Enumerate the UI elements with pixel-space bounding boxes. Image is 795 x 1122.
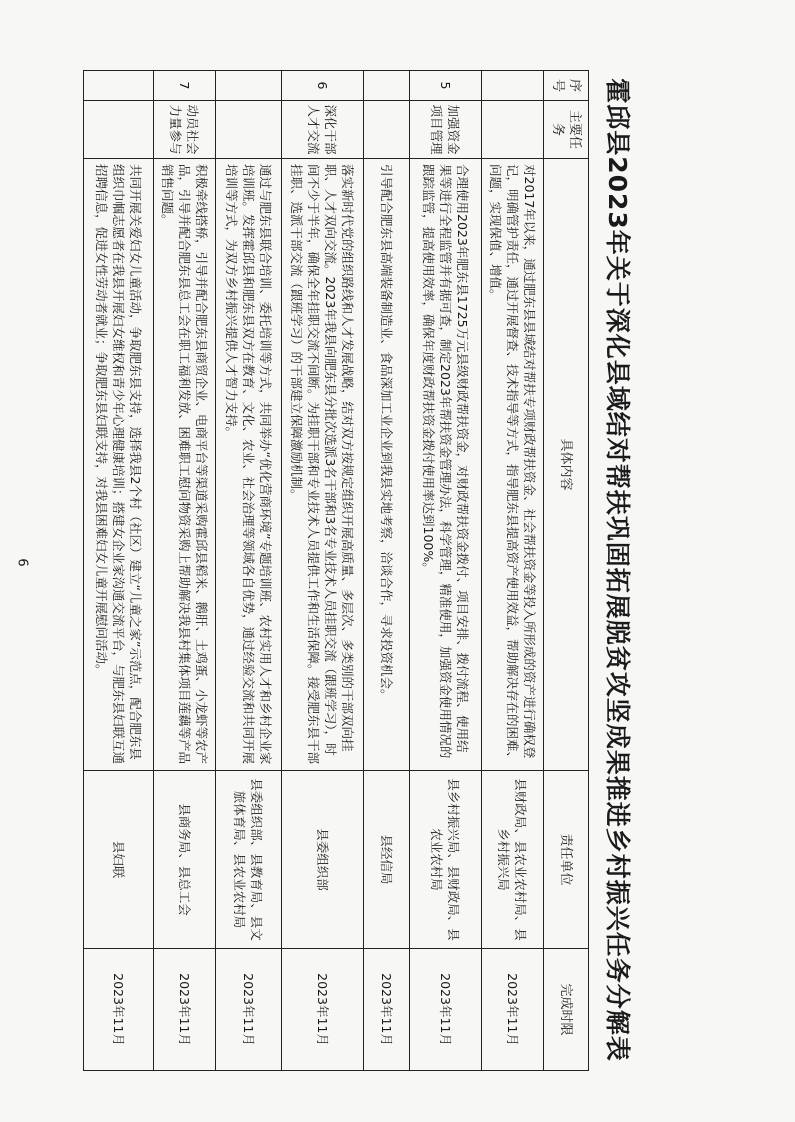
row-unit: 县商务局、县总工会	[154, 771, 216, 949]
table-row	[216, 71, 282, 1071]
row-task	[482, 101, 544, 159]
row-deadline: 2023年11月	[482, 949, 544, 1071]
document-sheet	[94, 70, 645, 1070]
row-task	[364, 101, 410, 159]
row-unit: 县委组织部	[282, 771, 364, 949]
table-row	[282, 71, 364, 1071]
row-serial	[84, 71, 154, 101]
row-task: 深化干部人才交流	[282, 101, 364, 159]
row-deadline: 2023年11月	[154, 949, 216, 1071]
table-row	[482, 71, 544, 1071]
task-table	[83, 70, 589, 1071]
row-unit: 县委组织部、县教育局、县文旅体育局、县农业农村局	[216, 771, 282, 949]
table-row	[154, 71, 216, 1071]
page-number: 6	[14, 558, 30, 567]
row-content: 对2017年以来，通过肥东县县域结对帮扶专项财政帮扶资金、社会帮扶资金等投入所形成的资产进行确权登记，明确管护责任，通过开展督查、技术指导等方式，指导肥东县提高资产使用效益，帮助解决存在的困难、问题，实现保值、增值。	[482, 159, 544, 771]
row-deadline: 2023年11月	[216, 949, 282, 1071]
row-content: 引导配合肥东县高端装备制造业、食品深加工业企业到我县实地考察，洽谈合作，寻求投资机会。	[364, 159, 410, 771]
header-deadline: 完成时限	[544, 949, 589, 1071]
row-task	[216, 101, 282, 159]
row-unit: 县妇联	[84, 771, 154, 949]
row-content: 积极牵线搭桥，引导并配合肥东县商贸企业、电商平台等渠道采购霍邱县稻米、鹅肝、土鸡蛋、小龙虾等农产品，引导并配合肥东县总工会在职工福利发放、困难职工慰问物资采购上帮助解决我县村集体项目莲藕等产品销售问题。	[154, 159, 216, 771]
header-task: 主要任务	[544, 101, 589, 159]
row-serial	[216, 71, 282, 101]
table-row	[364, 71, 410, 1071]
row-task	[84, 101, 154, 159]
row-deadline: 2023年11月	[84, 949, 154, 1071]
row-serial	[482, 71, 544, 101]
row-unit: 县经信局	[364, 771, 410, 949]
table-row	[410, 71, 482, 1071]
row-unit: 县乡村振兴局、县财政局、县农业农村局	[410, 771, 482, 949]
row-task: 动员社会力量参与	[154, 101, 216, 159]
row-content: 通过与肥东县联合培训、委托培训等方式，共同举办“优化营商环境”专题培训班、农村实用人才和乡村企业家培训班。发挥霍邱县和肥东县双方在教育、文化、农业、社会治理等领域各自优势，通过经验交流和共同开展培训等方式，为双方乡村振兴提供人才智力支持。	[216, 159, 282, 771]
row-serial: 6	[282, 71, 364, 101]
table-header-row	[544, 71, 589, 1071]
header-serial: 序号	[544, 71, 589, 101]
row-content: 合理使用2023年肥东县1725万元县级财政帮扶资金，对财政帮扶资金拨付、项目安排、拨付流程、使用结果等进行全程监管并有据可查，制定2023年帮扶资金管理办法，科学管理，精准使用，加强资金使用情况的跟踪监管，提高使用效率，确保年度财政帮扶资金拨付使用率达到100%。	[410, 159, 482, 771]
row-deadline: 2023年11月	[282, 949, 364, 1071]
row-deadline: 2023年11月	[410, 949, 482, 1071]
row-serial: 5	[410, 71, 482, 101]
document-title: 霍邱县2023年关于深化县域结对帮扶巩固拓展脱贫攻坚成果推进乡村振兴任务分解表	[603, 78, 632, 1062]
row-deadline: 2023年11月	[364, 949, 410, 1071]
row-serial: 7	[154, 71, 216, 101]
row-unit: 县财政局、县农业农村局、县乡村振兴局	[482, 771, 544, 949]
header-content: 具体内容	[544, 159, 589, 771]
row-serial	[364, 71, 410, 101]
header-unit: 责任单位	[544, 771, 589, 949]
row-content: 落实新时代党的组织路线和人才发展战略，结对双方按规定组织开展高质量、多层次、多类别的干部双向挂职、人才双向交流。2023年我县向肥东县分批次选派3名干部和3名专业技术人员挂职交流（跟班学习），时间不少于半年，确保全年挂职交流不间断。为挂职干部和专业技术人员提供工作和生活保障。接受肥东县干部挂职、选派干部交流（跟班学习）的干部建立保障激励机制。	[282, 159, 364, 771]
row-content: 共同开展关爱妇女儿童活动，争取肥东县支持，选择我县2个村（社区）建立“儿童之家”示范点，配合肥东县组织巾帼志愿者在我县开展妇女维权和青少年心理健康培训；搭建女企业家沟通交流平台，与肥东县妇联互通招聘信息，促进女性劳动者就业；争取肥东县妇联支持，对我县困难妇女儿童开展慰问活动。	[84, 159, 154, 771]
table-row	[84, 71, 154, 1071]
row-task: 加强资金项目管理	[410, 101, 482, 159]
